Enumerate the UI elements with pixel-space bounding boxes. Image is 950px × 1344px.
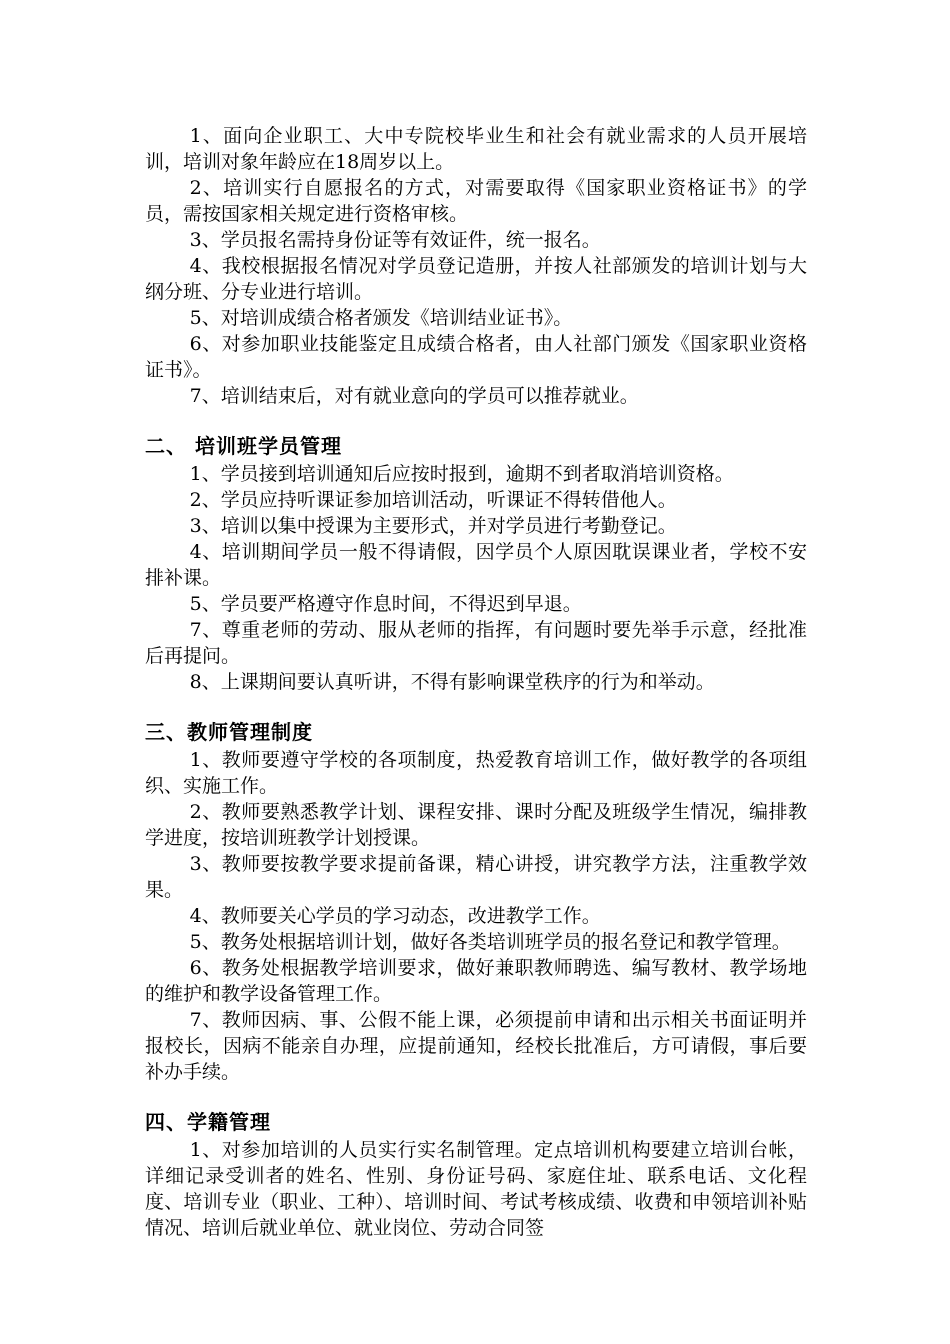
section-student-management [145,431,807,695]
section-enrollment-management [145,1107,807,1241]
intro-item-6: 6、对参加职业技能鉴定且成绩合格者，由人社部门颁发《国家职业资格证书》。 [145,333,807,381]
section-heading-teacher-management: 三、教师管理制度 [145,720,313,744]
student-rule-5: 5、学员要严格遵守作息时间，不得迟到早退。 [189,593,582,615]
intro-item-3: 3、学员报名需持身份证等有效证件，统一报名。 [189,229,601,251]
student-rule-2: 2、学员应持听课证参加培训活动，听课证不得转借他人。 [189,489,677,511]
teacher-rule-2: 2、教师要熟悉教学计划、课程安排、课时分配及班级学生情况，编排教学进度，按培训班教学计划授课。 [145,801,807,849]
student-rule-3: 3、培训以集中授课为主要形式，并对学员进行考勤登记。 [189,515,677,537]
section-heading-student-management: 二、 培训班学员管理 [145,434,342,458]
teacher-rule-5: 5、教务处根据培训计划，做好各类培训班学员的报名登记和教学管理。 [189,931,791,953]
intro-item-7: 7、培训结束后，对有就业意向的学员可以推荐就业。 [189,385,639,407]
section-heading-enrollment-management: 四、学籍管理 [145,1110,271,1134]
student-rule-7: 7、尊重老师的劳动、服从老师的指挥，有问题时要先举手示意，经批准后再提问。 [145,619,807,667]
intro-item-2: 2、培训实行自愿报名的方式，对需要取得《国家职业资格证书》的学员，需按国家相关规定进行资格审核。 [145,177,807,225]
intro-item-4: 4、我校根据报名情况对学员登记造册，并按人社部颁发的培训计划与大纲分班、分专业进行培训。 [145,255,807,303]
teacher-rule-1: 1、教师要遵守学校的各项制度，热爱教育培训工作，做好教学的各项组织、实施工作。 [145,749,807,797]
intro-list [145,123,807,409]
teacher-rule-3: 3、教师要按教学要求提前备课，精心讲授，讲究教学方法，注重教学效果。 [145,853,807,901]
student-rule-8: 8、上课期间要认真听讲，不得有影响课堂秩序的行为和举动。 [189,671,715,693]
student-rule-4: 4、培训期间学员一般不得请假，因学员个人原因耽误课业者，学校不安排补课。 [145,541,807,589]
teacher-rule-7: 7、教师因病、事、公假不能上课，必须提前申请和出示相关书面证明并报校长，因病不能亲自办理，应提前通知，经校长批准后，方可请假，事后要补办手续。 [145,1009,807,1083]
intro-item-1: 1、面向企业职工、大中专院校毕业生和社会有就业需求的人员开展培训，培训对象年龄应在18周岁以上。 [145,125,807,173]
teacher-rule-4: 4、教师要关心学员的学习动态，改进教学工作。 [189,905,601,927]
document-page [145,123,807,1241]
student-rule-1: 1、学员接到培训通知后应按时报到，逾期不到者取消培训资格。 [189,463,734,485]
section-teacher-management [145,717,807,1085]
enrollment-rule-1: 1、对参加培训的人员实行实名制管理。定点培训机构要建立培训台帐，详细记录受训者的姓名、性别、身份证号码、家庭住址、联系电话、文化程度、培训专业（职业、工种）、培训时间、考试考核成绩、收费和申领培训补贴情况、培训后就业单位、就业岗位、劳动合同签 [145,1139,807,1239]
teacher-rule-6: 6、教务处根据教学培训要求，做好兼职教师聘选、编写教材、教学场地的维护和教学设备管理工作。 [145,957,807,1005]
intro-item-5: 5、对培训成绩合格者颁发《培训结业证书》。 [189,307,573,329]
